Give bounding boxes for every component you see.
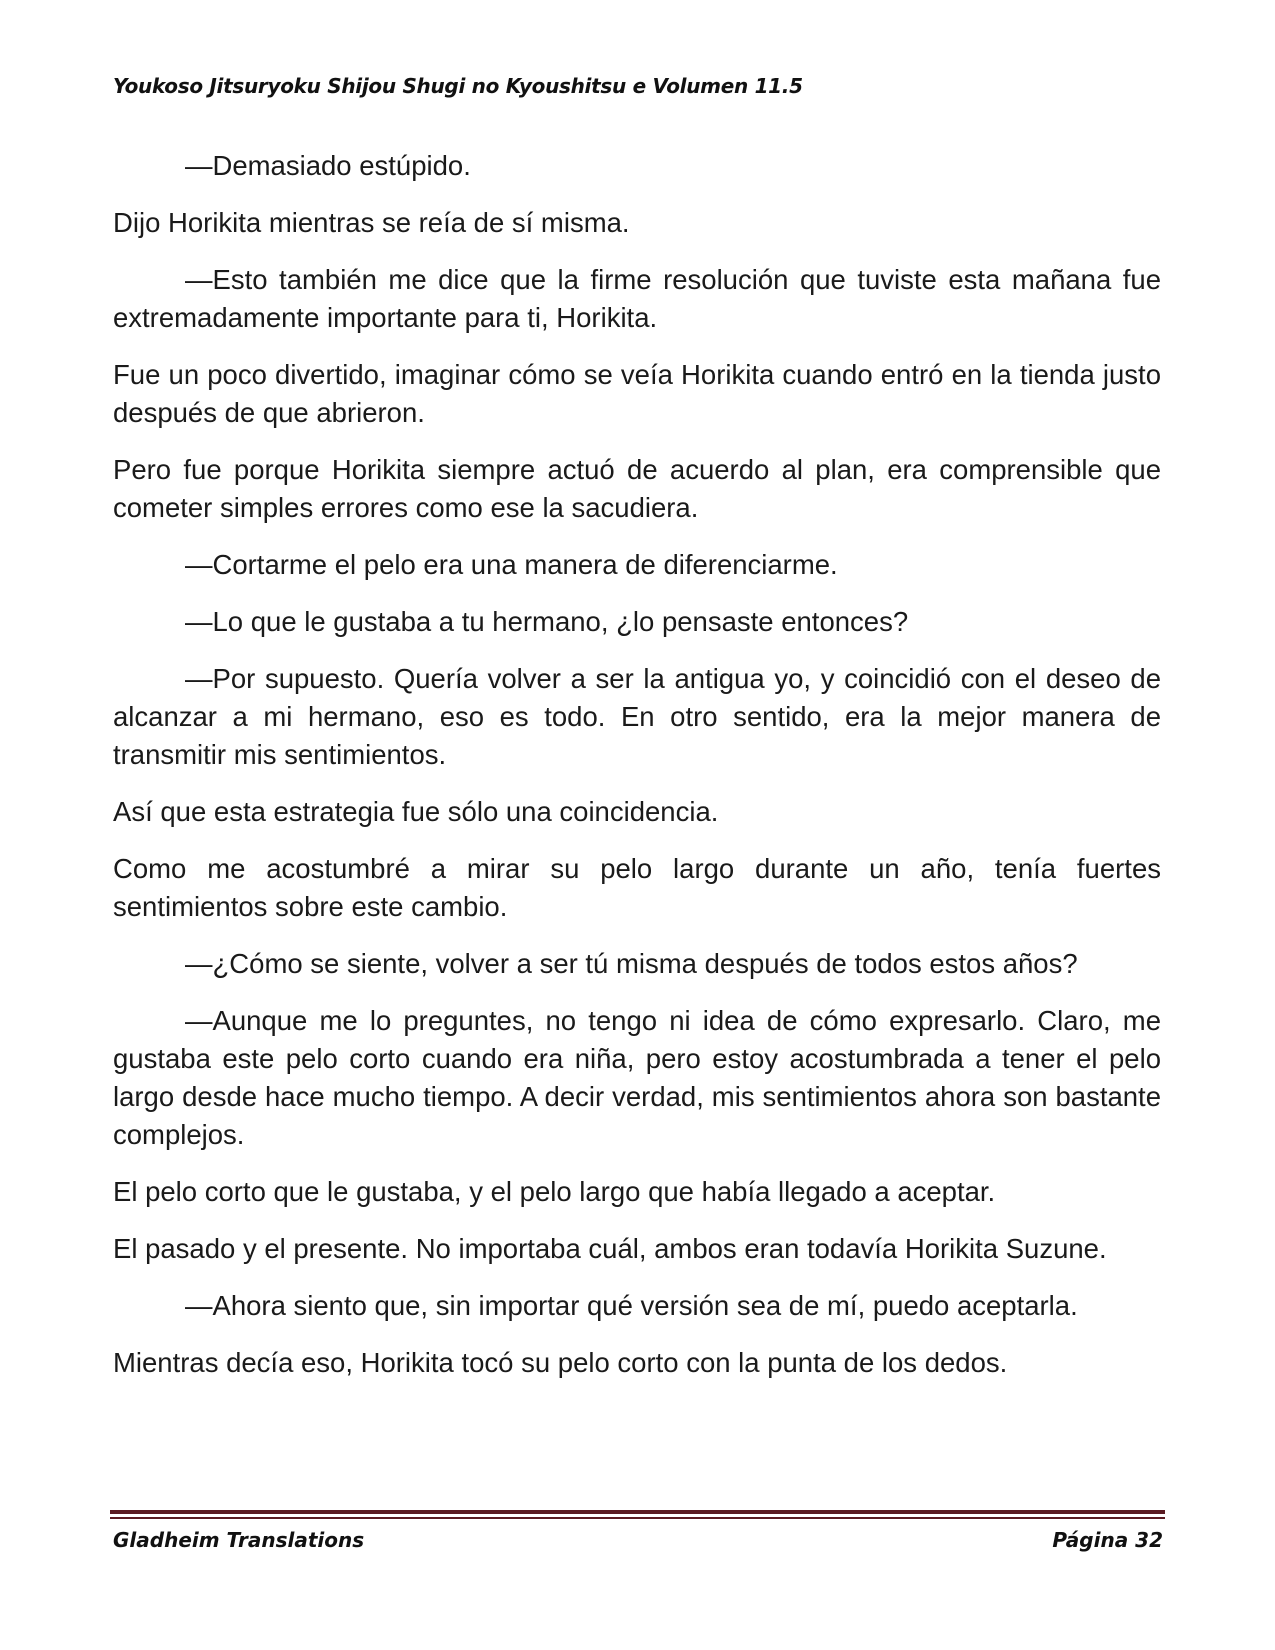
paragraph: El pasado y el presente. No importaba cuál, ambos eran todavía Horikita Suzune. [113, 1233, 1107, 1264]
running-header: Youkoso Jitsuryoku Shijou Shugi no Kyoushitsu e Volumen 11.5 [113, 74, 803, 98]
paragraph: Así que esta estrategia fue sólo una coincidencia. [113, 796, 719, 827]
paragraph: Pero fue porque Horikita siempre actuó de acuerdo al plan, era comprensible que cometer simples errores como ese la sacudiera. [113, 454, 1161, 523]
footer-translator: Gladheim Translations [113, 1528, 365, 1552]
paragraph: Dijo Horikita mientras se reía de sí misma. [113, 207, 630, 238]
footer-divider-thin [110, 1517, 1165, 1519]
paragraph: —Esto también me dice que la firme resolución que tuviste esta mañana fue extremadamente importante para ti, Horikita. [113, 264, 1161, 333]
paragraph: —Demasiado estúpido. [185, 150, 471, 181]
footer-page-number: Página 32 [1052, 1528, 1163, 1552]
paragraph: —Cortarme el pelo era una manera de diferenciarme. [185, 549, 838, 580]
paragraph: —Aunque me lo preguntes, no tengo ni idea de cómo expresarlo. Claro, me gustaba este pelo corto cuando era niña, pero estoy acostumbrada a tener el pelo largo desde hace mucho tiempo. A decir verdad, mis sentimientos ahora son bastante complejos. [113, 1005, 1161, 1150]
paragraph: El pelo corto que le gustaba, y el pelo largo que había llegado a aceptar. [113, 1176, 996, 1207]
paragraph: Mientras decía eso, Horikita tocó su pelo corto con la punta de los dedos. [113, 1347, 1008, 1378]
paragraph: Como me acostumbré a mirar su pelo largo durante un año, tenía fuertes sentimientos sobre este cambio. [113, 853, 1161, 922]
paragraph: Fue un poco divertido, imaginar cómo se veía Horikita cuando entró en la tienda justo después de que abrieron. [113, 359, 1161, 428]
page-body [113, 147, 1161, 1401]
paragraph: —Por supuesto. Quería volver a ser la antigua yo, y coincidió con el deseo de alcanzar a mi hermano, eso es todo. En otro sentido, era la mejor manera de transmitir mis sentimientos. [113, 663, 1161, 770]
paragraph: —Lo que le gustaba a tu hermano, ¿lo pensaste entonces? [185, 606, 909, 637]
footer-divider-thick [110, 1510, 1165, 1514]
paragraph: —Ahora siento que, sin importar qué versión sea de mí, puedo aceptarla. [185, 1290, 1078, 1321]
paragraph: —¿Cómo se siente, volver a ser tú misma después de todos estos años? [185, 948, 1078, 979]
